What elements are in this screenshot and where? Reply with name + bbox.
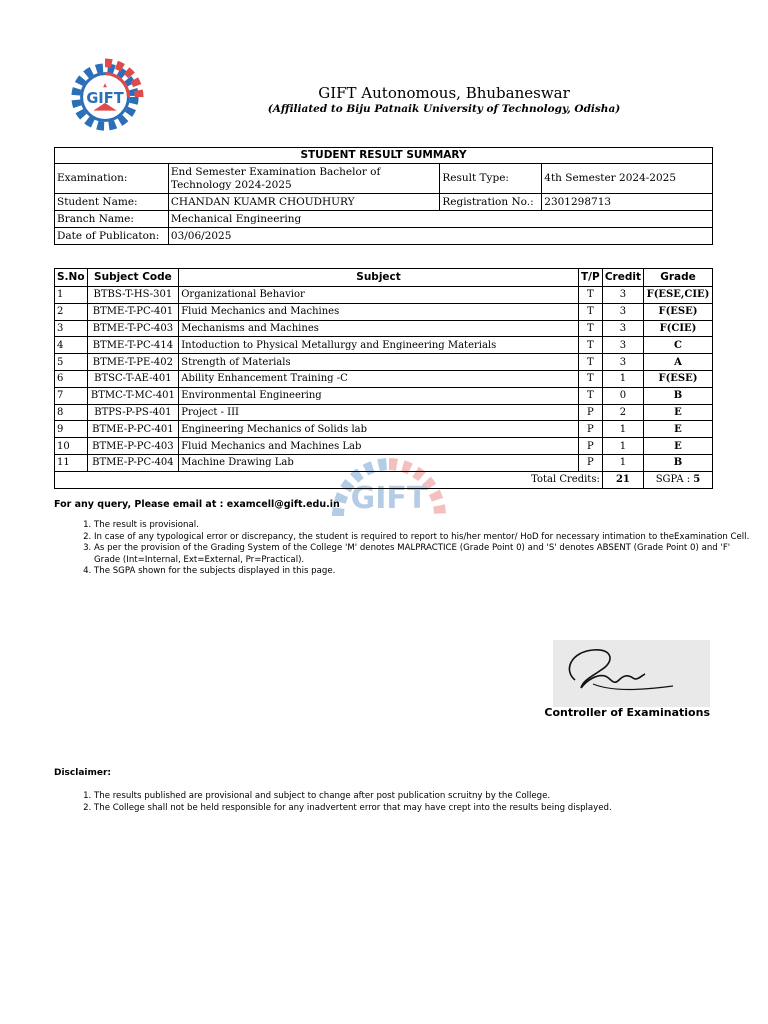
total-credits-label: Total Credits: [55, 471, 603, 488]
cell-grade: A [643, 354, 712, 371]
cell-sno: 10 [55, 438, 88, 455]
date-label: Date of Publicaton: [55, 228, 169, 245]
cell-subject: Mechanisms and Machines [179, 320, 579, 337]
cell-subject-code: BTME-P-PC-404 [87, 454, 179, 471]
cell-tp: P [578, 421, 602, 438]
cell-subject-code: BTME-T-PE-402 [87, 354, 179, 371]
query-email-link[interactable]: examcell@gift.edu.in [226, 499, 340, 510]
header-subject: Subject [179, 269, 579, 287]
summary-title: STUDENT RESULT SUMMARY [55, 148, 713, 164]
header-credit: Credit [602, 269, 643, 287]
student-name-value: CHANDAN KUAMR CHOUDHURY [168, 194, 439, 211]
disclaimer-item: 1. The results published are provisional and subject to change after post publication scruitny by the College. [94, 791, 754, 803]
result-row [55, 438, 713, 455]
cell-tp: T [578, 303, 602, 320]
examination-value: End Semester Examination Bachelor of Technology 2024-2025 [168, 164, 439, 194]
cell-credit: 0 [602, 387, 643, 404]
cell-sno: 9 [55, 421, 88, 438]
cell-subject-code: BTME-P-PC-403 [87, 438, 179, 455]
disclaimer-title: Disclaimer: [54, 768, 112, 778]
result-row [55, 370, 713, 387]
result-row [55, 454, 713, 471]
result-row [55, 404, 713, 421]
signature-image [553, 640, 710, 707]
date-value: 03/06/2025 [168, 228, 712, 245]
cell-credit: 3 [602, 320, 643, 337]
result-type-label: Result Type: [440, 164, 542, 194]
results-table [54, 268, 713, 489]
cell-sno: 5 [55, 354, 88, 371]
header-tp: T/P [578, 269, 602, 287]
cell-credit: 1 [602, 370, 643, 387]
institute-affiliation: (Affiliated to Biju Patnaik University of Technology, Odisha) [267, 103, 621, 115]
cell-grade: F(ESE) [643, 370, 712, 387]
result-row [55, 387, 713, 404]
cell-sno: 2 [55, 303, 88, 320]
cell-subject: Fluid Mechanics and Machines Lab [179, 438, 579, 455]
cell-subject: Ability Enhancement Training -C [179, 370, 579, 387]
result-row [55, 287, 713, 304]
cell-subject-code: BTBS-T-HS-301 [87, 287, 179, 304]
cell-subject-code: BTSC-T-AE-401 [87, 370, 179, 387]
result-row [55, 320, 713, 337]
cell-sno: 8 [55, 404, 88, 421]
cell-credit: 3 [602, 354, 643, 371]
result-row [55, 354, 713, 371]
cell-tp: T [578, 337, 602, 354]
cell-credit: 3 [602, 303, 643, 320]
cell-sno: 7 [55, 387, 88, 404]
cell-tp: P [578, 438, 602, 455]
cell-credit: 2 [602, 404, 643, 421]
student-name-label: Student Name: [55, 194, 169, 211]
cell-subject: Environmental Engineering [179, 387, 579, 404]
cell-subject: Strength of Materials [179, 354, 579, 371]
watermark-text: GIFT [350, 481, 428, 516]
cell-subject-code: BTME-T-PC-403 [87, 320, 179, 337]
cell-credit: 3 [602, 337, 643, 354]
cell-subject-code: BTME-T-PC-414 [87, 337, 179, 354]
cell-subject-code: BTPS-P-PS-401 [87, 404, 179, 421]
branch-value: Mechanical Engineering [168, 211, 712, 228]
cell-credit: 1 [602, 454, 643, 471]
result-type-value: 4th Semester 2024-2025 [542, 164, 713, 194]
cell-credit: 1 [602, 438, 643, 455]
cell-tp: T [578, 387, 602, 404]
cell-grade: E [643, 438, 712, 455]
result-row [55, 337, 713, 354]
student-summary-table [54, 147, 713, 245]
disclaimer-item: 2. The College shall not be held responsible for any inadvertent error that may have crept into the results being displayed. [94, 803, 754, 815]
cell-subject: Organizational Behavior [179, 287, 579, 304]
total-credits-value: 21 [602, 471, 643, 488]
gift-logo [66, 58, 144, 136]
note-item: 1. The result is provisional. [94, 520, 754, 532]
header-sno: S.No [55, 269, 88, 287]
cell-tp: T [578, 320, 602, 337]
cell-tp: T [578, 287, 602, 304]
cell-credit: 3 [602, 287, 643, 304]
cell-tp: P [578, 404, 602, 421]
cell-grade: F(CIE) [643, 320, 712, 337]
cell-grade: E [643, 404, 712, 421]
note-item: 2. In case of any typological error or discrepancy, the student is required to report to his/her mentor/ HoD for necessary intimation to theExamination Cell. [94, 532, 754, 544]
cell-credit: 1 [602, 421, 643, 438]
disclaimer-list [54, 791, 754, 814]
controller-title: Controller of Examinations [544, 706, 710, 719]
institute-name: GIFT Autonomous, Bhubaneswar [318, 84, 570, 102]
cell-grade: B [643, 387, 712, 404]
registration-label: Registration No.: [440, 194, 542, 211]
header-grade: Grade [643, 269, 712, 287]
cell-subject: Fluid Mechanics and Machines [179, 303, 579, 320]
cell-subject-code: BTME-P-PC-401 [87, 421, 179, 438]
cell-subject: Intoduction to Physical Metallurgy and Engineering Materials [179, 337, 579, 354]
cell-grade: E [643, 421, 712, 438]
result-row [55, 421, 713, 438]
sgpa-label: SGPA : [655, 474, 691, 486]
cell-grade: F(ESE,CIE) [643, 287, 712, 304]
cell-sno: 6 [55, 370, 88, 387]
logo-text: GIFT [86, 89, 124, 107]
cell-grade: B [643, 454, 712, 471]
cell-subject-code: BTME-T-PC-401 [87, 303, 179, 320]
sgpa-value: 5 [693, 474, 701, 486]
cell-subject-code: BTMC-T-MC-401 [87, 387, 179, 404]
cell-tp: T [578, 354, 602, 371]
cell-sno: 11 [55, 454, 88, 471]
branch-label: Branch Name: [55, 211, 169, 228]
cell-sno: 3 [55, 320, 88, 337]
cell-subject: Machine Drawing Lab [179, 454, 579, 471]
header-subject-code: Subject Code [87, 269, 179, 287]
cell-sno: 4 [55, 337, 88, 354]
cell-grade: F(ESE) [643, 303, 712, 320]
note-item: 3. As per the provision of the Grading System of the College 'M' denotes MALPRACTICE (Grade Point 0) and 'S' denotes ABSENT (Grade Point 0) and 'F' Grade (Int=Internal, Ext=External, Pr=Practical). [94, 543, 754, 566]
note-item: 4. The SGPA shown for the subjects displayed in this page. [94, 566, 754, 578]
query-label: For any query, Please email at : [54, 499, 224, 510]
cell-sno: 1 [55, 287, 88, 304]
result-row [55, 303, 713, 320]
cell-subject: Engineering Mechanics of Solids lab [179, 421, 579, 438]
registration-value: 2301298713 [542, 194, 713, 211]
notes-list [54, 520, 754, 578]
cell-tp: T [578, 370, 602, 387]
cell-subject: Project - III [179, 404, 579, 421]
query-line [54, 499, 340, 510]
sgpa-cell [643, 471, 712, 488]
examination-label: Examination: [55, 164, 169, 194]
cell-tp: P [578, 454, 602, 471]
cell-grade: C [643, 337, 712, 354]
